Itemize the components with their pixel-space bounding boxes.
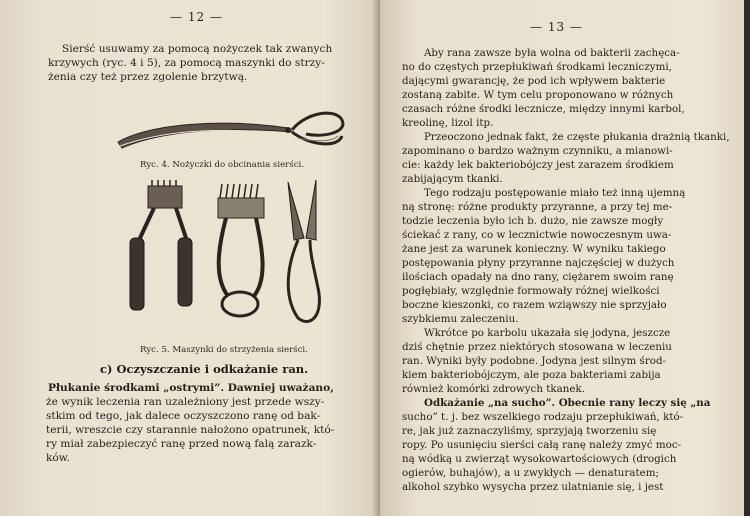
body-line: ków.: [46, 452, 70, 464]
right-body-line: ran. Wyniki były podobne. Jodyna jest silnym środ-: [402, 355, 667, 367]
figure-4-caption: Ryc. 4. Nożyczki do obcinania sierści.: [140, 160, 304, 170]
right-body-line: no do częstych przepłukiwań środkami leczniczymi,: [402, 61, 672, 73]
right-body-line: pogłębiały, względnie formowały różnej wielkości: [402, 285, 660, 297]
right-page: [380, 0, 750, 516]
right-body-line: alkohol szybko wysycha przez ulatnianie się, i jest: [402, 481, 664, 493]
right-body-line: postępowania płyny przyranne najczęściej w dużych: [402, 257, 675, 269]
body-line: stkim od tego, jak dalece oczyszczono ranę od bak-: [46, 410, 321, 422]
right-body-line: Tego rodzaju postępowanie miało też inną ujemną: [424, 187, 686, 199]
section-heading: c) Oczyszczanie i odkażanie ran.: [100, 362, 309, 376]
right-body-line: czasach różne środki lecznicze, między innymi karbol,: [402, 103, 685, 115]
intro-line: żenia czy też przez zgolenie brzytwą.: [48, 71, 248, 83]
right-body-line: kreolinę, lizol itp.: [402, 117, 494, 129]
right-body-line: zapominano o bardzo ważnym czynniku, a mianowi-: [402, 145, 673, 157]
right-body-line: ściekać z rany, co w lecznictwie nowoczesnym uwa-: [402, 229, 672, 241]
body-line: Płukanie środkami „ostrymi”. Dawniej uważano,: [48, 382, 334, 394]
body-line: że wynik leczenia ran uzależniony jest przede wszy-: [46, 396, 325, 408]
body-line: ry miał zabezpieczyć ranę przed nową falą zarazk-: [46, 438, 317, 450]
right-body-line: re, jak już zaznaczyliśmy, sprzyjają tworzeniu się: [402, 425, 657, 437]
right-body-line: dającymi gwarancję, że pod ich wpływem bakterie: [402, 75, 666, 87]
intro-line: krzywych (ryc. 4 i 5), za pomocą maszynki do strzy-: [48, 57, 325, 69]
right-body-line: Wkrótce po karbolu ukazała się jodyna, jeszcze: [424, 327, 671, 339]
right-body-line: kiem bakteriobójczym, ale poza bakteriami zabija: [402, 369, 661, 381]
right-body-line: cie: każdy lek bakteriobójczy jest zarazem środkiem: [402, 159, 674, 171]
page-edge-shadow: [744, 0, 750, 516]
right-body-line: boczne kieszonki, co razem wziąwszy nie sprzyjało: [402, 299, 667, 311]
right-body-line: ilościach opadały na dno rany, ciężarem swoim ranę: [402, 271, 674, 283]
right-body-line: sucho” t. j. bez wszelkiego rodzaju przepłukiwań, któ-: [402, 411, 684, 423]
hair-clippers-illustration: [118, 178, 328, 338]
right-body-line: todzie leczenia było ich b. dużo, nie zawsze mogły: [402, 215, 664, 227]
right-body-line: Odkażanie „na sucho”. Obecnie rany leczy się „na: [424, 397, 711, 409]
right-body-line: zabijającym tkanki.: [402, 173, 503, 185]
right-body-line: dziś chętnie przez niektórych stosowana w leczeniu: [402, 341, 672, 353]
curved-scissors-illustration: [110, 98, 350, 154]
right-page-number: — 13 —: [530, 20, 583, 34]
right-body-line: również komórki zdrowych tkanek.: [402, 383, 585, 395]
right-body-line: szybkiemu zaleczeniu.: [402, 313, 519, 325]
body-line: terii, wreszcie czy starannie nałożono opatrunek, któ-: [46, 424, 335, 436]
intro-line: Sierść usuwamy za pomocą nożyczek tak zwanych: [62, 43, 333, 55]
right-body-line: Przeoczono jednak fakt, że częste płukania drażnią tkanki,: [424, 131, 730, 143]
right-body-line: ogierów, buhajów), a u zwykłych — denaturatem;: [402, 467, 659, 479]
right-body-line: zostaną zabite. W tym celu proponowano w różnych: [402, 89, 674, 101]
right-body-line: ropy. Po usunięciu sierści całą ranę należy zmyć moc-: [402, 439, 682, 451]
figure-5-caption: Ryc. 5. Maszynki do strzyżenia sierści.: [140, 345, 308, 355]
left-page-number: — 12 —: [170, 10, 223, 24]
right-body-line: ną wódką u zwierząt wysokowartościowych (drogich: [402, 453, 677, 465]
right-body-line: ną stronę: różne produkty przyranne, a przy tej me-: [402, 201, 673, 213]
right-body-line: Aby rana zawsze była wolna od bakterii zachęca-: [424, 47, 680, 59]
right-body-line: żane jest za warunek konieczny. W wyniku takiego: [402, 243, 666, 255]
